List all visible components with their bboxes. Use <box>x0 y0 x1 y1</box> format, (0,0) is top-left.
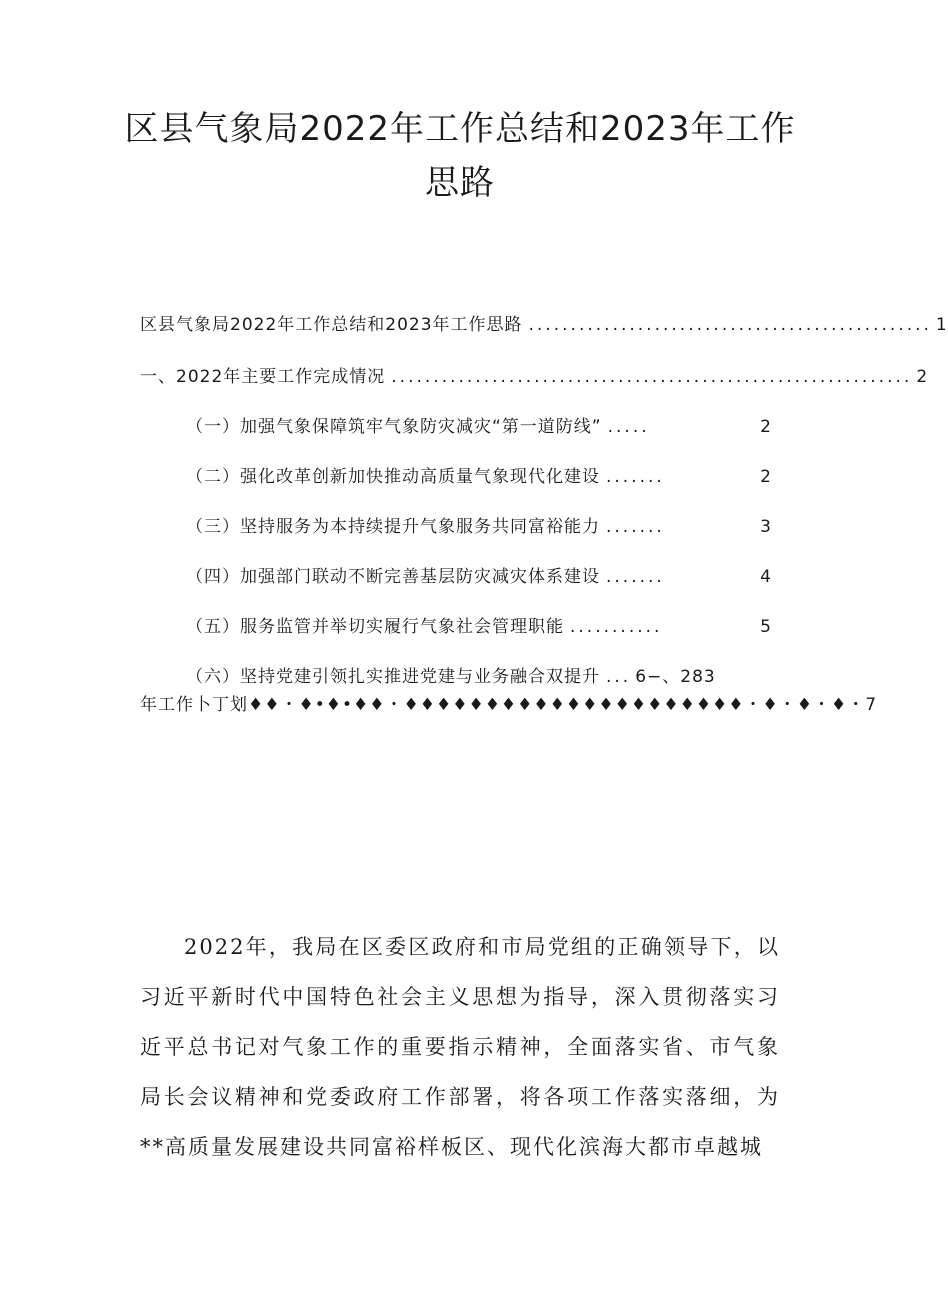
toc-entry[interactable] <box>186 564 772 590</box>
toc-page-number: 2 <box>760 417 772 437</box>
toc-entry[interactable] <box>140 312 948 338</box>
toc-dot-leader: ....... <box>606 567 665 587</box>
toc-entry-title: （五）服务监管并举切实履行气象社会管理职能 <box>186 617 564 637</box>
toc-dot-leader: ........... <box>570 617 663 637</box>
toc-garbled-entry: 年工作卜丁划♦♦・♦•♦•♦♦・♦♦♦♦♦♦♦♦♦♦♦♦♦♦♦♦♦♦♦♦♦・♦・♦・♦・7 <box>140 695 878 715</box>
body-paragraph: 2022年，我局在区委区政府和市局党组的正确领导下，以习近平新时代中国特色社会主义思想为指导，深入贯彻落实习近平总书记对气象工作的重要指示精神，全面落实省、市气象局长会议精神和党委政府工作部署，将各项工作落实落细，为**高质量发展建设共同富裕样板区、现代化滨海大都市卓越城 <box>140 935 780 1159</box>
toc-page-number: 3 <box>760 517 772 537</box>
toc-entry-title: （一）加强气象保障筑牢气象防灾减灾“第一道防线” <box>186 417 602 437</box>
toc-dot-leader: .............................................................. <box>391 367 913 387</box>
toc-page-number: 2 <box>916 367 929 387</box>
toc-entry[interactable] <box>186 414 772 440</box>
toc-page-number: 2 <box>760 467 772 487</box>
toc-entry-title: （六）坚持党建引领扎实推进党建与业务融合双提升 <box>186 667 600 687</box>
toc-dot-leader: ..... <box>607 417 650 437</box>
toc-entry[interactable] <box>140 364 929 390</box>
toc-entry-title: 区县气象局2022年工作总结和2023年工作思路 <box>140 315 523 335</box>
toc-entry-title: （二）强化改革创新加快推动高质量气象现代化建设 <box>186 467 600 487</box>
toc-dot-leader: ....... <box>606 467 665 487</box>
toc-entry[interactable] <box>186 464 772 490</box>
toc-dot-leader: ... <box>606 667 632 687</box>
toc-entry-title: 一、2022年主要工作完成情况 <box>140 367 386 387</box>
toc-entry[interactable] <box>186 514 772 540</box>
toc-dot-leader: ....... <box>606 517 665 537</box>
toc-page-number: 5 <box>760 617 772 637</box>
document-title: 区县气象局2022年工作总结和2023年工作思路 <box>124 109 796 203</box>
toc-page-number: 6−、283 <box>635 667 716 687</box>
toc-entry[interactable] <box>186 614 772 640</box>
toc-entry-title: （四）加强部门联动不断完善基层防灾减灾体系建设 <box>186 567 600 587</box>
toc-page-number: 4 <box>760 567 772 587</box>
toc-entry[interactable] <box>186 664 780 690</box>
toc-dot-leader: ................................................ <box>528 315 932 335</box>
toc-entry-title: （三）坚持服务为本持续提升气象服务共同富裕能力 <box>186 517 600 537</box>
toc-page-number: 1 <box>935 315 948 335</box>
